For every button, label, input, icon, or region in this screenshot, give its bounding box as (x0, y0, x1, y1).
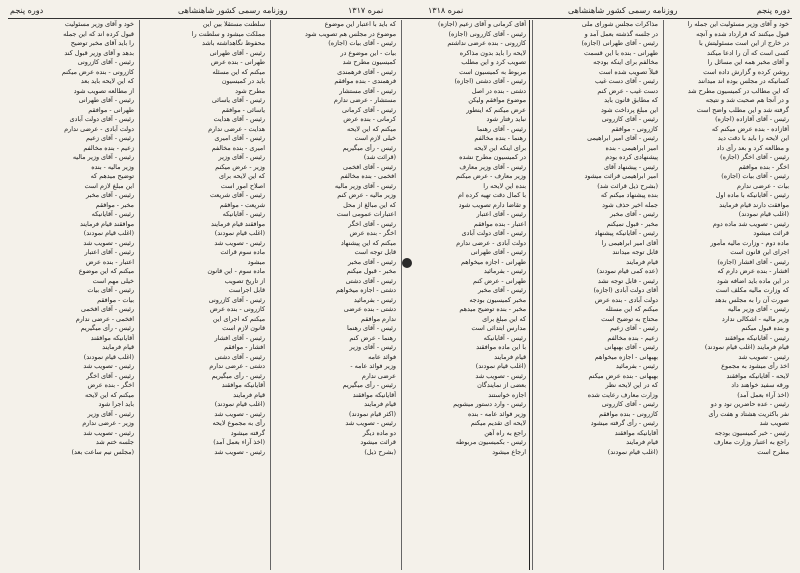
text-line: کرمانی - بنده عرض (343, 115, 396, 123)
text-line: مستشار - عرضی ندارم (333, 96, 396, 104)
text-line: رئیس - آقای افشار (اجازه) (717, 257, 789, 266)
text-line: رئیس - آقای افشار (214, 333, 265, 342)
text-line: رئیس - آقای طهرانی (اجازه) (581, 39, 658, 47)
text-line: رئیس - آقایانیکه با ماده اول (715, 191, 789, 199)
text-line: امیری - بنده مخالفم (211, 143, 265, 152)
text-line: وزیر - عرضی ندارم (82, 419, 134, 427)
text-line: دشتی - بنده عرضی (343, 305, 396, 313)
text-line: و آقای مخبر همه این مسائل را (707, 58, 789, 66)
text-line: مخبر - موافقم (95, 200, 134, 209)
text-line: افشار - بنده عرض دارم که (717, 267, 789, 275)
text-line: رئیس - آقای کازرونی (601, 115, 658, 123)
text-line: کازرونی - بنده عرض میکنم (61, 67, 134, 76)
text-line: (بشرح ذیل) (364, 447, 396, 456)
text-line: که این مبالغ از محل (343, 200, 396, 209)
text-line: قیام فرمایند (اغلب قیام نمودند) (704, 343, 789, 351)
text-line: رئیس - آقای مخبر (610, 210, 658, 218)
text-line: (قرائت شد) (363, 153, 396, 161)
text-line: خیلی مهم است (92, 276, 134, 285)
text-line: را باید آقای مخبر توضیح (70, 39, 134, 47)
text-line: رئیس - آقای اعتبار (84, 248, 134, 256)
text-line: رئیس - بفرمائید (615, 362, 658, 370)
text-line: عرضی ندارم (361, 371, 396, 380)
text-line: اجازه خواستند (488, 390, 526, 399)
text-line: قابل اجراست (228, 286, 265, 294)
text-line: رئیس - آقای اخگر (اجازه) (720, 153, 789, 161)
text-line: رئیس - آقای بیات (87, 286, 134, 294)
text-line: رئیس - تصویب شد (345, 419, 396, 427)
text-line: رئیس - تصویب شد (214, 447, 265, 456)
text-line: موافقند قیام فرمایند (79, 219, 134, 228)
text-line: آقایانیکه موافقند (221, 381, 265, 389)
text-line: اخذ رأی میشود به مجموع (721, 362, 789, 370)
text-line: رئیس - آقای طهرانی (209, 48, 265, 57)
text-line: اخگر - بنده عرض (87, 381, 134, 389)
text-line: مطرح شود (235, 86, 265, 95)
text-line: و در آنجا هم صحبت شد و نتیجه (705, 96, 789, 104)
text-line: آقایانیکه موافقند (352, 390, 396, 399)
text-line: لایحه را باید بدون مذاکره (459, 48, 526, 57)
text-line: بدهد و آقای وزیر قبول کند (64, 48, 134, 57)
text-line: رئیس - آقای وزیر (218, 153, 265, 161)
text-line: رئیس - آقای شریعت (210, 191, 265, 199)
text-line: رهنما - بنده مخالفم (474, 134, 526, 142)
text-line: رئیس - آقای کازرونی (اجازه) (448, 29, 526, 38)
text-line: رئیس - بفرمائید (483, 267, 526, 275)
text-line: میکنم که اجرای این (212, 314, 265, 323)
text-line: قیام فرمایند (102, 343, 134, 351)
text-line: ماده سوم قرائت (220, 248, 265, 256)
text-line: راجع به اعتبار وزارت معارف (713, 438, 789, 446)
text-line: مطرح است (757, 447, 789, 456)
text-line: باید در کمیسیون (221, 77, 265, 85)
text-line: بهبهانی - اجازه میخواهم (594, 352, 658, 361)
text-line: (اغلب قیام نمودند) (214, 229, 265, 237)
text-line: که مطابق قانون باید (604, 96, 658, 104)
text-line: رئیس - آقای مخبر (348, 257, 396, 266)
text-line: صورت آن را به مجلس بدهد (714, 295, 789, 304)
text-line: وزیر معارف - عرض میکنم (455, 172, 526, 180)
text-line: میشود (247, 257, 265, 266)
text-line: رئیس - خبر کمیسیون بودجه (714, 428, 789, 437)
text-line: روشن کرده و گزارش داده است (703, 67, 789, 76)
text-line: رئیس - قابل توجه نشد (597, 276, 658, 285)
text-column-5 (139, 20, 268, 570)
text-line: رئیس - آقای طهرانی (470, 248, 526, 256)
text-line: در کمیسیون مطرح نشده (459, 153, 526, 161)
text-line: رئیس - وارد دستور میشویم (453, 400, 526, 408)
text-line: آقایانیکه موافقند (614, 428, 658, 437)
text-line: این لایحه را باید با دقت دید (717, 134, 789, 142)
text-line: رئیس - تصویب شد (83, 428, 134, 437)
text-line: که این لایحه برای (218, 172, 265, 180)
text-line: رئیس - تصویب شد (83, 238, 134, 247)
text-line: دشتی - عرضی ندارم (209, 362, 265, 370)
text-line: اخگر - بنده عرض (349, 229, 396, 237)
text-line: مخالفم برای اینکه بودجه (593, 58, 658, 66)
text-line: موضوع در مجلس هم تصویب شود (305, 29, 396, 38)
text-line: فوائد عامه (368, 352, 396, 361)
text-line: محتاج به توضیح است (601, 314, 658, 323)
text-line: اخگر - بنده موافقم (738, 162, 789, 171)
text-line: از تاریخ تصویب (224, 276, 265, 285)
text-line: کازرونی - بنده عرضی نداشتم (447, 39, 526, 47)
text-line: رأی به مجموع لایحه (212, 419, 265, 427)
page-header (8, 4, 792, 19)
text-line: رئیس - آقای اعتبار (476, 210, 526, 218)
text-line: جمله اخیر حذف شود (602, 200, 658, 209)
text-line: سلطنت مستقلا بین این (202, 20, 265, 28)
text-line: رئیس - آقایانیکه (483, 333, 526, 342)
text-line: دولت آبادی - بنده عرض (594, 295, 658, 304)
text-line: پیشنهادی کرده بودم (605, 153, 658, 161)
text-line: اجرای این قانون است (730, 248, 789, 256)
text-line: رئیس - تصویب شد (475, 371, 526, 380)
text-line: رئیس - تصویب شد ماده دوم (712, 219, 789, 228)
text-line: رئیس - آقای کازرونی (208, 295, 265, 304)
text-line: قیام فرمایند (626, 257, 658, 266)
text-line: دست غیب - عرض کنم (597, 86, 658, 95)
text-line: ماده دوم - وزارت مالیه مأمور (710, 238, 789, 247)
article-columns (8, 20, 792, 570)
text-line: رئیس - آقای مخبر (478, 286, 526, 294)
text-column-2 (532, 20, 661, 570)
text-line: نفر باکثریت هشتاد و هفت رأی (708, 409, 789, 418)
text-line: کازرونی - بنده موافقم (598, 409, 658, 418)
text-line: قرائت میشود (753, 229, 789, 237)
text-line: در خارج از این است مسئولیتش با (699, 39, 789, 47)
text-line: و مطالعه کرد و بعد رأی داد (716, 143, 789, 152)
text-line: آقای کرمانی و آقای زعیم (اجازه) (437, 20, 526, 28)
text-line: در جلسه گذشته بعمل آمد و (584, 29, 658, 38)
text-line: رئیس - رأی میگیریم (80, 324, 134, 332)
text-line: خود و آقای وزیر مسئولیت این جمله را (687, 20, 789, 28)
text-line: وزیر مالیه - بنده (91, 162, 134, 171)
text-line: رئیس - آقای وزیر مالیه (334, 181, 396, 190)
text-line: (اغلب قیام نمودند) (607, 447, 658, 456)
text-line: رئیس - آقای وزیر (87, 409, 134, 418)
text-line: آقای امیر ابراهیمی را (601, 238, 658, 247)
text-line: رئیس - بفرمائید (353, 295, 396, 304)
text-line: رئیس - آقای طهرانی (78, 96, 134, 104)
text-line: وزیر فوائد عامه - بنده (467, 409, 526, 418)
text-line: قبول کرده اند که این جمله (63, 29, 134, 38)
text-line: قابل توجه است (354, 248, 396, 256)
text-line: رئیس - آقای دشتی (345, 276, 396, 285)
text-column-1 (663, 20, 792, 570)
text-line: قیام فرمایند (494, 352, 526, 361)
text-line: که این مطالب در کمیسیون مطرح شد (687, 86, 789, 95)
text-line: رئیس - آقای وزیر مالیه (72, 153, 134, 161)
text-line: وزیر مالیه - اشکالی ندارد (721, 314, 789, 323)
text-line: رئیس - آقای یاسائی (211, 96, 265, 104)
text-line: موافقت دارند قیام فرمایند (719, 200, 789, 209)
text-line: مخبر کمیسیون بودجه (469, 295, 526, 304)
text-line: افخمی - بنده مخالفم (340, 172, 396, 180)
text-line: گرفته میشود (230, 428, 265, 437)
text-line: رئیس - آقای مستشار (339, 86, 396, 95)
text-line: دولت آبادی - عرضی ندارم (456, 238, 526, 247)
text-line: دو ماده دیگر (362, 428, 396, 437)
text-line: اصلاح امور است (220, 181, 265, 190)
text-line: اعتبار - بنده عرض (85, 257, 134, 266)
text-line: با کمال دقت تهیه کرده ام (458, 191, 526, 199)
text-line: رئیس - آقایانیکه موافقند (724, 333, 789, 342)
text-line: ماده سوم - این قانون (207, 267, 265, 275)
text-line: رئیس - آقای زعیم (85, 134, 134, 142)
text-line: قابل توجه میدانند (612, 248, 658, 256)
text-line: طهرانی - بنده عرض (210, 58, 265, 66)
text-line: طهرانی - اجازه میخواهم (461, 257, 526, 266)
text-line: قیام فرمایند (626, 438, 658, 446)
text-line: کازرونی - موافقم (611, 124, 658, 133)
text-line: آقای دولت آبادی (اجازه) (593, 286, 658, 294)
text-line: رئیس - آقای کرمانی (341, 105, 396, 114)
text-line: توضیح میدهم که (90, 172, 134, 180)
text-line: رئیس - آقایانیکه پیشنهاد (594, 229, 658, 237)
text-line: کسی است که آن را ادعا میکند (706, 48, 789, 57)
text-line: رئیس - آقای کازرونی (77, 58, 134, 66)
text-line: رئیس - آقای بیات (اجازه) (328, 39, 396, 47)
text-line: رئیس - آقای افخمی (81, 305, 134, 313)
text-line: محفوظ نگاهداشته باشد (202, 39, 265, 47)
text-line: مدارس ابتدائی است (471, 324, 526, 332)
text-line: رئیس - آقای امیری (214, 134, 265, 142)
text-line: رئیس - آقای دولت آبادی (69, 115, 134, 123)
text-line: که این مبلغ برای (482, 314, 526, 323)
text-line: میکنم که این مسئله (212, 67, 265, 76)
text-line: طهرانی - بنده با این قسمت (583, 48, 658, 57)
text-line: ارجاع میشود (492, 447, 526, 456)
text-column-4 (270, 20, 399, 570)
text-line: مخبر - قبول نمیکنم (606, 219, 658, 228)
text-line: گرفته شد و این مطلب واضح است (696, 105, 789, 114)
text-line: خود و آقای وزیر مسئولیت (64, 20, 134, 28)
text-line: که وزارت مالیه مکلف است (715, 286, 789, 294)
text-line: افخمی - عرضی ندارم (75, 314, 134, 323)
text-line: رئیس - رأی میگیریم (342, 381, 396, 389)
text-line: بیات - عرضی ندارم (737, 181, 789, 190)
text-line: رئیس - بکمیسیون مربوطه (455, 438, 526, 446)
text-line: رئیس - آقای آقازاده (اجازه) (715, 115, 789, 123)
text-line: زعیم - بنده مخالفم (607, 333, 658, 342)
text-line: قرائت میشود (360, 438, 396, 446)
text-line: قیام فرمایند (233, 390, 265, 399)
text-line: مذاکرات مجلس شورای ملی (581, 20, 658, 28)
text-line: ورقه سفید خواهند داد (731, 381, 789, 389)
text-line: بنده پیشنهاد میکنم که (600, 191, 658, 199)
text-line: که این لایحه باید بعد (80, 77, 134, 85)
text-line: میکنم که این لایحه (84, 390, 134, 399)
text-line: (اکثر قیام نمودند) (349, 409, 396, 418)
text-line: رئیس - آقای کازرونی (601, 400, 658, 408)
text-line: اعتبار - بنده موافقم (473, 219, 526, 228)
text-line: (اغلب قیام نمودند) (83, 352, 134, 361)
text-line: افشار - موافقم (224, 343, 265, 351)
text-line: رئیس - آقای مخبر (86, 191, 134, 199)
text-line: رئیس - آقایانیکه (222, 210, 265, 218)
text-line: لایحه ای تقدیم میکنم (470, 419, 526, 427)
text-line: رئیس - آقای فرهمندی (337, 67, 396, 76)
text-line: و تقاضا دارم تصویب شود (458, 200, 526, 209)
header-number-left: نمره ۱۳۱۷ (348, 6, 384, 15)
text-line: ندارم موافقم (360, 314, 396, 323)
header-title-left: روزنامه رسمی کشور شاهنشاهی (178, 6, 288, 15)
text-line: کمیسیون مطرح شد (342, 58, 396, 66)
text-line: قبول میکنند که قرارداد شده و آنچه (696, 29, 789, 38)
text-line: بیات - موافقم (97, 295, 134, 304)
text-line: وزیر مالیه - عرض کنم (337, 191, 396, 199)
text-line: کازرونی - بنده عرض (209, 305, 265, 313)
text-line: رئیس - آقایانیکه (91, 210, 134, 218)
text-line: که باید با اعتبار این موضوع (324, 20, 396, 28)
text-line: تصویب شد (759, 419, 789, 427)
text-line: فرهمندی - بنده موافقم (334, 77, 396, 85)
text-line: نباید رفتار شود (486, 115, 526, 123)
text-column-3 (401, 20, 530, 570)
text-line: رئیس - آقای دولت آبادی (461, 229, 526, 237)
text-line: اعتبارات عمومی است (336, 210, 396, 218)
text-line: رئیس - رأی میگیریم (342, 143, 396, 152)
header-issue-left: دوره پنجم (10, 6, 44, 15)
text-line: رهنما - عرض کنم (349, 333, 396, 342)
text-line: رئیس - آقای بیات (اجازه) (721, 172, 789, 180)
text-line: رئیس - رأی گرفته میشود (590, 419, 658, 427)
text-line: موضوع موافقم ولیکن (468, 96, 526, 104)
header-number-right: نمره ۱۳۱۸ (428, 6, 464, 15)
text-line: مخبر - بنده توضیح میدهم (459, 305, 526, 313)
text-line: (عده کمی قیام نمودند) (596, 267, 658, 275)
text-line: یاسائی - موافقم (221, 105, 265, 114)
text-line: رئیس - آقای رهنما (476, 124, 526, 133)
text-line: (مجلس نیم ساعت بعد) (71, 447, 134, 456)
text-line: باید اجرا شود (98, 400, 134, 408)
text-line: که در این لایحه نظر (605, 381, 658, 389)
text-line: رئیس - آقای اخگر (348, 219, 396, 228)
text-line: (بشرح ذیل قرائت شد) (597, 181, 658, 190)
text-line: در این ماده باید اضافه شود (716, 276, 789, 285)
text-line: بهبهانی - بنده عرض میکنم (588, 371, 658, 380)
text-line: راجع به راه آهن (484, 428, 526, 437)
text-line: رئیس - آقای وزیر (349, 343, 396, 351)
text-line: رئیس - رأی میگیریم (211, 371, 265, 380)
text-line: زعیم - بنده مخالفم (83, 143, 134, 152)
text-line: رئیس - پیشنهاد آقای (603, 162, 658, 171)
text-line: و بنده قبول میکنم (741, 324, 789, 332)
text-line: مربوط به کمیسیون است (459, 67, 526, 76)
text-line: رئیس - تصویب شد (738, 352, 789, 361)
text-line: وزارت معارف رعایت شده (587, 390, 658, 399)
text-line: رئیس - آقای افخمی (343, 162, 396, 171)
text-line: طهرانی - موافقم (88, 105, 134, 114)
text-line: رئیس - آقای زعیم (609, 324, 658, 332)
text-line: مملکت میشود و سلطنت را (191, 29, 265, 38)
text-line: وزیر - عرض میکنم (215, 162, 265, 171)
text-line: تصویب کرد و این مطلب (461, 58, 526, 66)
text-line: طهرانی - عرض کنم (473, 276, 526, 285)
text-line: میکنم که این پیشنهاد (340, 238, 396, 247)
text-line: قیام فرمایند (364, 400, 396, 408)
text-line: این مبلغ پرداخت شود (600, 105, 658, 114)
text-line: مخبر - قبول میکنم (346, 267, 396, 275)
text-line: از مطالعه تصویب شود (73, 86, 134, 95)
text-line: قبلاً تصویب شده است (598, 67, 658, 76)
text-line: رئیس - عده حاضرین نود و دو (710, 400, 789, 408)
text-line: (اغلب قیام نمودند) (475, 362, 526, 370)
text-line: رئیس - آقای وزیر مالیه (727, 305, 789, 313)
text-line: (اغلب قیام نمودند) (83, 229, 134, 237)
text-line: بنده این لایحه را (483, 181, 526, 190)
text-line: رئیس - آقای رهنما (346, 324, 396, 332)
text-line: خیلی لازم است (354, 134, 396, 142)
header-title-right: روزنامه رسمی کشور شاهنشاهی (568, 6, 678, 15)
text-line: (اخذ آراء بعمل آمد) (213, 438, 265, 446)
text-line: رئیس - آقای بهبهانی (604, 343, 658, 351)
text-line: این مبلغ لازم است (84, 181, 134, 190)
text-line: امیر ابراهیمی - بنده (605, 143, 658, 152)
text-line: (اخذ آراء بعمل آمد) (737, 390, 789, 399)
text-line: قانون لازم است (222, 324, 265, 332)
text-column-6 (8, 20, 137, 570)
text-line: برای اینکه این لایحه (473, 143, 526, 152)
text-line: وزیر فوائد عامه - (350, 362, 396, 370)
text-line: رئیس - آقای دست غیب (594, 77, 658, 85)
text-line: رئیس - آقای امیر ابراهیمی (587, 134, 658, 142)
text-line: رئیس - تصویب شد (214, 409, 265, 418)
text-line: میکنم که این لایحه (346, 124, 396, 133)
text-line: موافقند قیام فرمایند (210, 219, 265, 228)
ink-blot (402, 258, 412, 268)
text-line: دشتی - بنده در اصل (471, 86, 526, 95)
text-line: هدایت - عرضی ندارم (208, 124, 265, 133)
text-line: (اغلب قیام نمودند) (214, 400, 265, 408)
text-line: میکنم که این موضوع (78, 267, 134, 275)
text-line: رئیس - تصویب شد (214, 238, 265, 247)
text-line: امیر ابراهیمی قرائت میشود (584, 172, 658, 180)
text-line: آقازاده - بنده عرض میکنم که (711, 124, 789, 133)
text-line: رئیس - آقای وزیر معارف (459, 162, 526, 171)
text-line: لایحه - آقایانیکه موافقند (726, 371, 789, 380)
text-line: با این ماده موافقند (476, 343, 526, 351)
text-line: شریعت - موافقم (219, 200, 265, 209)
text-line: رئیس - تصویب شد (83, 362, 134, 370)
text-line: جلسه ختم شد (95, 438, 134, 446)
text-line: آقایانیکه موافقند (90, 333, 134, 342)
text-line: بعضی از نمایندگان (477, 381, 526, 389)
text-line: عرض میکنم که اینطور (466, 105, 526, 114)
header-issue-right: دوره پنجم (756, 6, 790, 15)
text-line: میکنم که این مسئله (605, 305, 658, 313)
text-line: (اغلب قیام نمودند) (738, 210, 789, 218)
text-line: بیات - این موضوع در (340, 48, 396, 57)
text-line: رئیس - آقای اخگر (86, 371, 134, 380)
text-line: کسانیکه در مجلس بوده اند میدانند (698, 77, 789, 85)
text-line: دشتی - اجازه میخواهم (336, 286, 396, 294)
text-line: رئیس - آقای هدایت (213, 115, 265, 123)
text-line: رئیس - آقای دشتی (اجازه) (454, 77, 526, 85)
text-line: رئیس - آقای دشتی (214, 352, 265, 361)
text-line: دولت آبادی - عرضی ندارم (64, 124, 134, 133)
